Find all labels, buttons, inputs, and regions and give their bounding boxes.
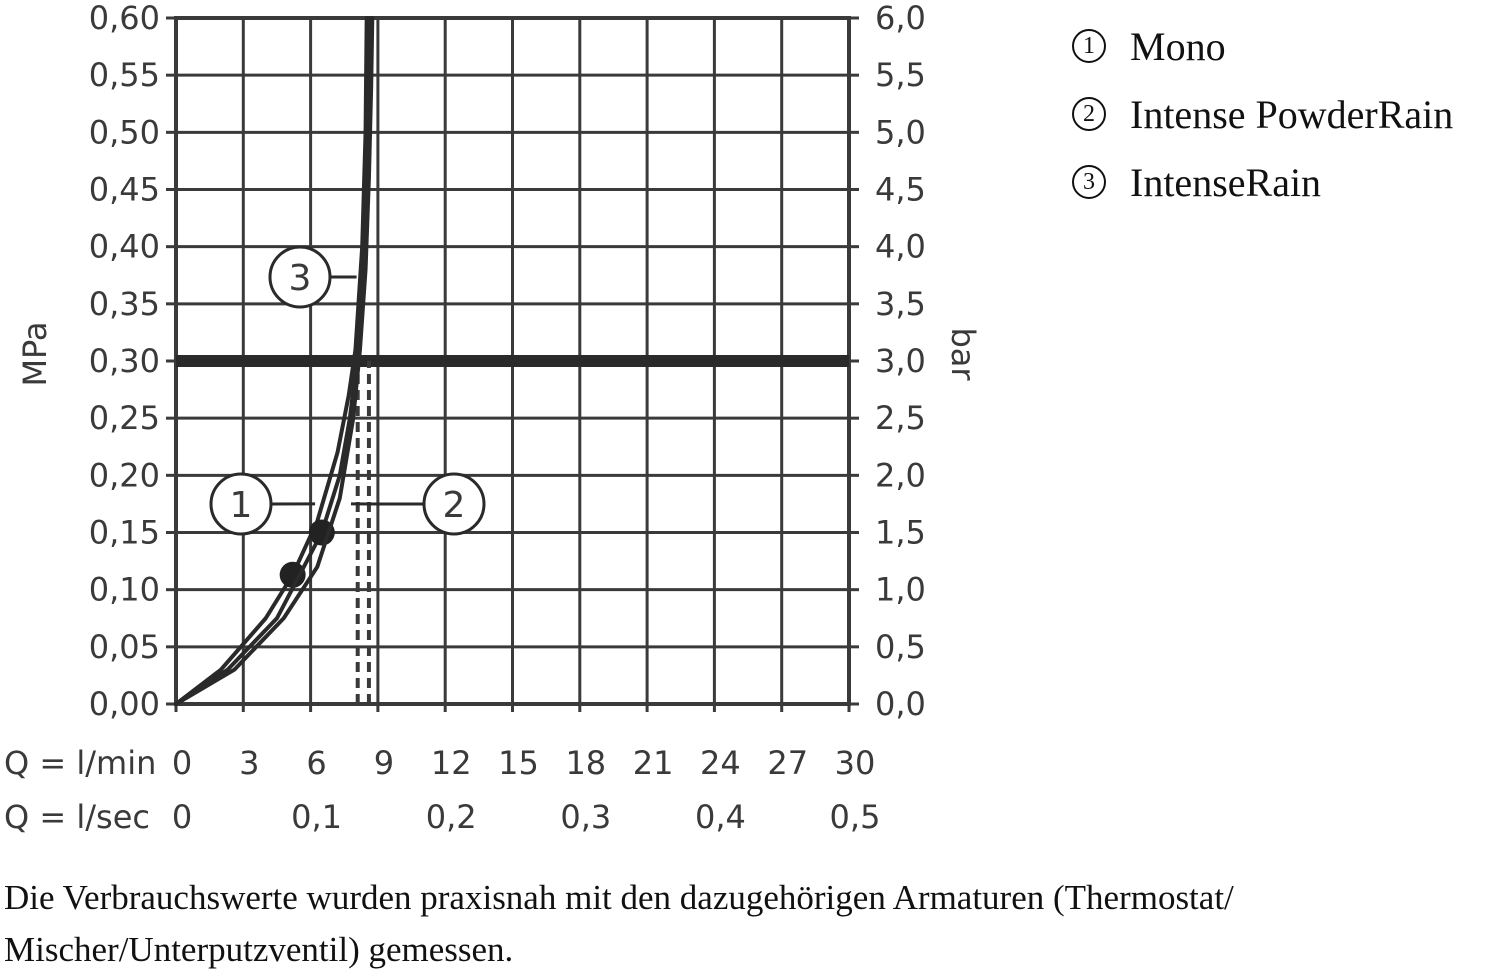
legend-item-mono: [1072, 12, 1453, 80]
y-left-tick-label-2: 0,10: [88, 570, 160, 609]
y-left-tick-label-12: 0,60: [88, 0, 160, 37]
x-tick-label-0-6: 18: [565, 744, 607, 782]
legend-marker-2: 2: [1072, 97, 1106, 131]
x-tick-label-0-7: 21: [632, 744, 674, 782]
y-left-tick-label-7: 0,35: [88, 284, 160, 323]
x-tick-label-1-5: 0,5: [829, 798, 881, 836]
y-right-tick-label-11: 5,5: [875, 56, 926, 95]
y-left-tick-label-11: 0,55: [88, 56, 160, 95]
x-tick-label-0-3: 9: [373, 744, 395, 782]
y-right-tick-label-7: 3,5: [875, 284, 926, 323]
y-right-tick-label-1: 0,5: [875, 627, 926, 666]
x-tick-label-1-0: 0: [171, 798, 193, 836]
y-left-tick-label-4: 0,20: [88, 456, 160, 495]
x-tick-label-1-2: 0,2: [425, 798, 477, 836]
x-tick-label-0-8: 24: [700, 744, 741, 782]
x-tick-label-0-2: 6: [306, 744, 327, 782]
y-left-axis-title: MPa: [16, 321, 54, 387]
x-tick-label-0-10: 30: [834, 744, 876, 782]
legend-marker-3: 3: [1072, 165, 1106, 199]
x-row-label-1: Q = l/sec: [4, 798, 150, 836]
y-right-axis-title: bar: [944, 327, 982, 381]
legend: [1072, 12, 1453, 216]
y-left-tick-label-3: 0,15: [88, 513, 160, 552]
y-left-tick-label-5: 0,25: [88, 399, 160, 438]
y-left-tick-label-9: 0,45: [88, 170, 160, 209]
y-right-tick-label-10: 5,0: [875, 113, 926, 152]
x-tick-label-1-4: 0,4: [694, 798, 746, 836]
callout-label-2: 2: [442, 485, 466, 526]
y-right-tick-label-12: 6,0: [875, 0, 926, 37]
x-tick-label-1-3: 0,3: [560, 798, 612, 836]
x-tick-label-0-0: 0: [171, 744, 193, 782]
legend-marker-1: 1: [1072, 29, 1106, 63]
legend-item-intense-powderrain: [1072, 80, 1453, 148]
x-tick-label-0-9: 27: [767, 744, 809, 782]
y-left-tick-label-8: 0,40: [88, 227, 160, 266]
callout-label-1: 1: [229, 485, 253, 526]
y-left-tick-label-6: 0,30: [88, 342, 160, 380]
measurement-note: Die Verbrauchswerte wurden praxisnah mit den dazugehörigen Armaturen (Thermostat/ Mischer/Unterputzventil) gemessen.: [4, 878, 1234, 969]
y-right-tick-label-4: 2,0: [875, 456, 926, 495]
y-right-tick-label-8: 4,0: [875, 227, 926, 266]
y-right-tick-label-9: 4,5: [875, 170, 926, 209]
x-row-label-0: Q = l/min: [4, 744, 157, 782]
legend-item-intenserain: [1072, 148, 1453, 216]
legend-label-intenserain: IntenseRain: [1130, 159, 1322, 205]
y-left-tick-label-0: 0,00: [88, 685, 160, 723]
y-right-tick-label-3: 1,5: [875, 513, 926, 552]
x-tick-label-0-4: 12: [430, 744, 472, 782]
y-right-tick-label-0: 0,0: [875, 685, 926, 723]
y-left-tick-label-1: 0,05: [88, 627, 160, 666]
legend-label-mono: Mono: [1130, 23, 1226, 69]
x-tick-label-1-1: 0,1: [291, 798, 343, 836]
legend-label-intense-powderrain: Intense PowderRain: [1130, 91, 1454, 137]
y-right-tick-label-5: 2,5: [875, 399, 926, 438]
x-tick-label-0-1: 3: [239, 744, 260, 782]
y-right-tick-label-2: 1,0: [875, 570, 926, 609]
x-tick-label-0-5: 15: [498, 744, 539, 782]
y-right-tick-label-6: 3,0: [875, 342, 926, 380]
y-left-tick-label-10: 0,50: [88, 113, 160, 152]
callout-label-3: 3: [288, 258, 312, 299]
